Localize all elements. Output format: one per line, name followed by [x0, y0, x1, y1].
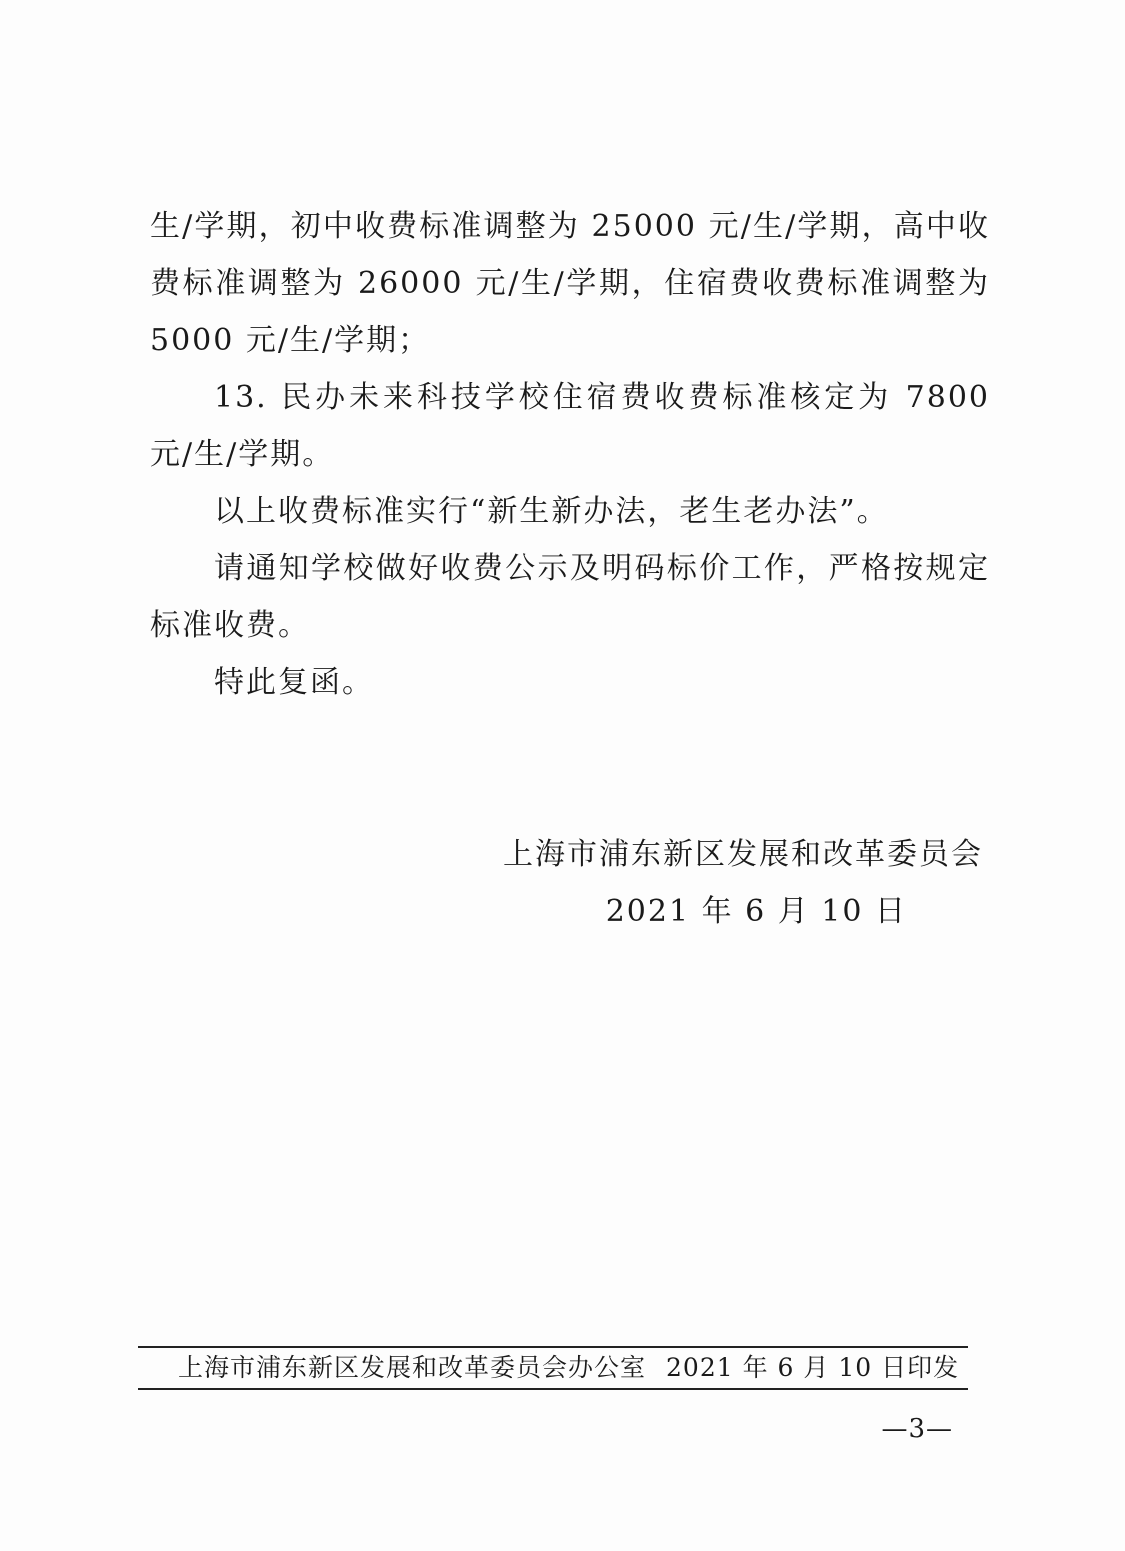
signature-organization: 上海市浦东新区发展和改革委员会: [503, 837, 983, 872]
document-body: [150, 198, 990, 711]
paragraph-policy: 以上收费标准实行“新生新办法，老生老办法”。: [214, 494, 889, 529]
paragraph-item-13: 13. 民办未来科技学校住宿费收费标准核定为 7800 元/生/学期。: [150, 380, 990, 472]
page-number: —3—: [881, 1414, 953, 1444]
signature-date: 2021 年 6 月 10 日: [605, 894, 907, 929]
footer-rule-top: [138, 1346, 968, 1348]
footer-rule-bottom: [138, 1388, 968, 1390]
footer-issue-line: [178, 1349, 959, 1387]
paragraph-fee-adjustment: 生/学期，初中收费标准调整为 25000 元/生/学期，高中收费标准调整为 26000 元/生/学期，住宿费收费标准调整为 5000 元/生/学期；: [150, 209, 990, 358]
footer-issue-date: 2021 年 6 月 10 日印发: [666, 1353, 960, 1382]
footer-issuer: 上海市浦东新区发展和改革委员会办公室: [178, 1353, 647, 1382]
paragraph-closing: 特此复函。: [214, 665, 374, 700]
paragraph-notice: 请通知学校做好收费公示及明码标价工作，严格按规定标准收费。: [150, 551, 990, 643]
